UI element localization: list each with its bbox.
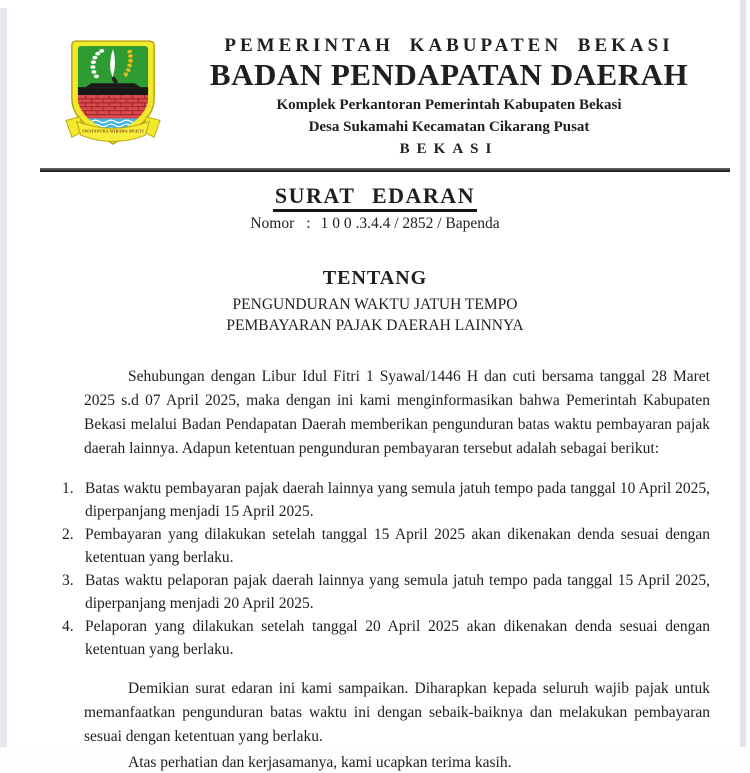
subject-block	[0, 266, 750, 336]
city-name: BEKASI	[399, 141, 499, 157]
government-name: PEMERINTAH KABUPATEN BEKASI	[224, 35, 674, 56]
number-separator: :	[306, 215, 311, 232]
number-value: 1 0 0 .3.4.4 / 2852 / Bapenda	[320, 215, 500, 232]
closing-paragraph: Demikian surat edaran ini kami sampaikan. Diharapkan kepada seluruh wajib pajak untuk memanfaatkan pengunduran batas waktu ini dengan sebaik-baiknya dan melakukan pembayaran sesuai dengan ketentuan yang berlaku.	[84, 679, 710, 745]
list-item-number: 3.	[62, 571, 74, 589]
list-item-text: Batas waktu pembayaran pajak daerah lainnya yang semula jatuh tempo pada tanggal 10 April 2025, diperpanjang menjadi 15 April 2025.	[85, 479, 710, 520]
letterhead	[0, 0, 750, 159]
number-label: Nomor	[250, 215, 295, 232]
list-item-number: 2.	[62, 525, 74, 543]
letterhead-divider	[40, 168, 730, 172]
list-item-text: Pembayaran yang dilakukan setelah tanggal 15 April 2025 akan dikenakan denda sesuai dengan ketentuan yang berlaku.	[85, 525, 710, 566]
list-item-number: 1.	[62, 479, 74, 497]
document-title: SURAT EDARAN	[273, 185, 477, 212]
subject-label: TENTANG	[322, 266, 428, 289]
agency-name: BADAN PENDAPATAN DAERAH	[209, 57, 689, 92]
address-line2: Desa Sukamahi Kecamatan Cikarang Pusat	[308, 119, 590, 135]
list-item	[62, 615, 710, 661]
address-line1: Komplek Perkantoran Pemerintah Kabupaten Bekasi	[276, 97, 622, 113]
list-item-text: Pelaporan yang dilakukan setelah tanggal 20 April 2025 akan dikenakan denda sesuai dengan ketentuan yang berlaku.	[85, 617, 710, 658]
logo-motto-text: SWATANTRA WIBAWA MUKTI	[82, 128, 144, 134]
document-number	[0, 216, 750, 232]
thanks-paragraph: Atas perhatian dan kerjasamanya, kami ucapkan terima kasih.	[128, 753, 512, 771]
list-item	[62, 569, 710, 615]
bekasi-coat-of-arms-icon	[64, 38, 162, 152]
list-item-text: Batas waktu pelaporan pajak daerah lainnya yang semula jatuh tempo pada tanggal 15 April 2025, diperpanjang menjadi 20 April 2025.	[85, 571, 710, 612]
list-item	[62, 523, 710, 569]
opening-paragraph: Sehubungan dengan Libur Idul Fitri 1 Syawal/1446 H dan cuti bersama tanggal 28 Maret 2025 s.d 07 April 2025, maka dengan ini kami menginformasikan bahwa Pemerintah Kabupaten Bekasi melalui Badan Pendapatan Daerah memberikan pengunduran batas waktu pembayaran pajak daerah lainnya. Adapun ketentuan pengunduran pembayaran tersebut adalah sebagai berikut:	[84, 367, 710, 457]
title-block	[0, 185, 750, 232]
letterhead-text	[168, 36, 730, 159]
subject-line1: PENGUNDURAN WAKTU JATUH TEMPO	[232, 295, 518, 313]
list-item	[62, 477, 710, 523]
list-item-number: 4.	[62, 617, 74, 635]
subject-line2: PEMBAYARAN PAJAK DAERAH LAINNYA	[226, 316, 524, 334]
provisions-list	[62, 477, 710, 661]
